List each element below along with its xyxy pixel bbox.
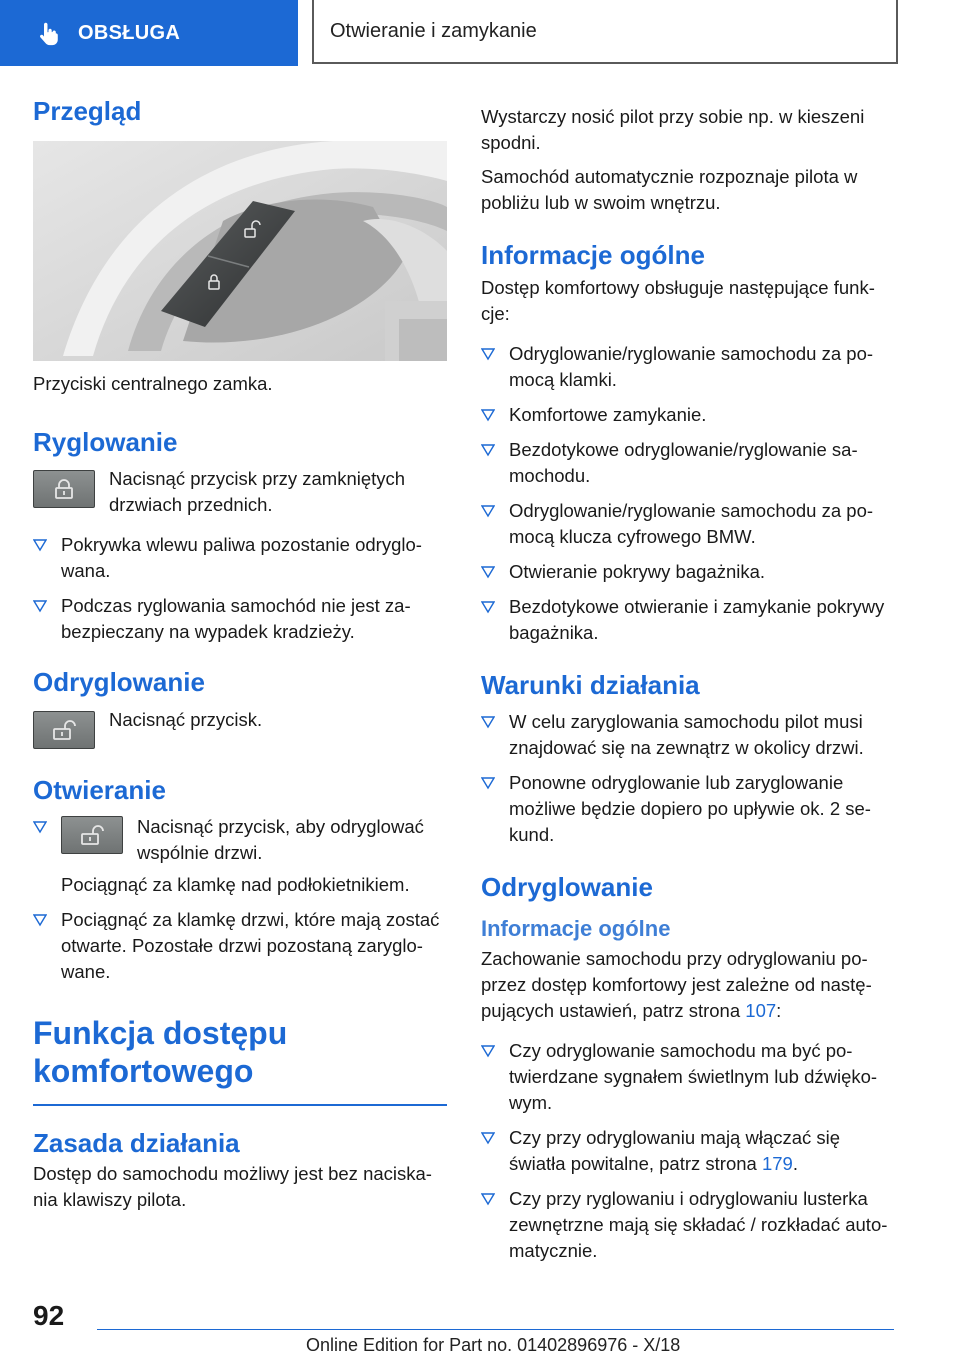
unlocking-settings-text: Zachowanie samochodu przy odryglowaniu po-przez dostęp komfortowy jest zależne od nastę-pujących ustawień, patrz strona 107: [481, 947, 872, 1021]
opening-step-text: Nacisnąć przycisk, aby odryglować wspólnie drzwi. [137, 815, 424, 863]
right-column [481, 104, 896, 1273]
triangle-bullet-icon [481, 443, 495, 457]
list-item: Komfortowe zamykanie. [481, 402, 896, 428]
hand-pointer-icon [36, 20, 62, 46]
triangle-bullet-icon [481, 1131, 495, 1145]
list-item: Ponowne odryglowanie lub zaryglowanie możliwe będzie dopiero po upływie ok. 2 se-kund. [481, 770, 896, 848]
unlocking-instruction [33, 707, 447, 749]
triangle-bullet-icon [481, 565, 495, 579]
triangle-bullet-icon [33, 599, 47, 613]
list-item: W celu zaryglowania samochodu pilot musi znajdować się na zewnątrz w okolicy drzwi. [481, 709, 896, 761]
opening-heading: Otwieranie [33, 774, 166, 805]
list-item: Podczas ryglowania samochód nie jest za-bezpieczany na wypadek kradzieży. [33, 593, 447, 645]
triangle-bullet-icon [481, 776, 495, 790]
page-header [0, 0, 960, 66]
features-list [481, 341, 896, 646]
chapter-title: Otwieranie i zamykanie [330, 19, 537, 42]
principle-text: Dostęp do samochodu możliwy jest bez naciska-nia klawiszy pilota. [33, 1163, 432, 1211]
conditions-list [481, 709, 896, 848]
left-column [33, 96, 447, 1221]
principle-heading: Zasada działania [33, 1128, 240, 1159]
triangle-bullet-icon [33, 820, 47, 834]
triangle-bullet-icon [481, 715, 495, 729]
lock-open-icon [52, 720, 76, 740]
unlocking-heading: Odryglowanie [33, 667, 205, 698]
unlocking-heading-right: Odryglowanie [481, 872, 653, 903]
unlocking-subheading: Informacje ogólne [481, 915, 671, 941]
lock-closed-icon [53, 479, 75, 499]
section-label: OBSŁUGA [78, 21, 181, 44]
list-item: Odryglowanie/ryglowanie samochodu za po-mocą klucza cyfrowego BMW. [481, 498, 896, 550]
general-info-heading: Informacje ogólne [481, 240, 705, 270]
conditions-heading: Warunki działania [481, 670, 700, 701]
paragraph: Samochód automatycznie rozpoznaje pilota w pobliżu lub w swoim wnętrzu. [481, 166, 858, 213]
triangle-bullet-icon [33, 538, 47, 552]
list-item: Bezdotykowe otwieranie i zamykanie pokrywy bagażnika. [481, 594, 896, 646]
locking-text: Nacisnąć przycisk przy zamkniętych drzwiach przednich. [109, 468, 406, 516]
unlock-button-image [33, 711, 95, 749]
section-tab[interactable] [0, 0, 298, 66]
triangle-bullet-icon [481, 1192, 495, 1206]
footer-divider [97, 1329, 894, 1330]
locking-instruction [33, 466, 447, 518]
list-item: Czy przy ryglowaniu i odryglowaniu lusterka zewnętrzne mają się składać / rozkładać auto-matycznie. [481, 1186, 896, 1264]
photo-caption: Przyciski centralnego zamka. [33, 373, 273, 395]
list-item: Odryglowanie/ryglowanie samochodu za po-mocą klamki. [481, 341, 896, 393]
list-item: Czy odryglowanie samochodu ma być po-twierdzane sygnałem świetlnym lub dźwięko-wym. [481, 1038, 896, 1116]
list-item: Pokrywka wlewu paliwa pozostanie odryglo-wana. [33, 532, 447, 584]
comfort-access-heading: Funkcja dostępu komfortowego [33, 1014, 288, 1089]
list-item: Otwieranie pokrywy bagażnika. [481, 559, 896, 585]
page-link-179[interactable]: 179 [761, 1152, 793, 1174]
triangle-bullet-icon [481, 347, 495, 361]
paragraph: Wystarczy nosić pilot przy sobie np. w kieszeni spodni. [481, 106, 865, 153]
triangle-bullet-icon [33, 913, 47, 927]
triangle-bullet-icon [481, 504, 495, 518]
general-info-text: Dostęp komfortowy obsługuje następujące funk-cje: [481, 277, 875, 325]
heading-divider [33, 1104, 447, 1106]
opening-bullets [33, 814, 447, 985]
locking-heading: Ryglowanie [33, 427, 178, 458]
unlocking-text: Nacisnąć przycisk. [109, 708, 263, 730]
triangle-bullet-icon [481, 408, 495, 422]
list-item: Czy przy odryglowaniu mają włączać się światła powitalne, patrz strona 179. [481, 1125, 896, 1177]
page-number: 92 [33, 1300, 65, 1331]
triangle-bullet-icon [481, 1044, 495, 1058]
unlocking-settings-list [481, 1038, 896, 1264]
chapter-tab[interactable] [312, 0, 898, 64]
triangle-bullet-icon [481, 600, 495, 614]
lock-open-icon [80, 825, 104, 845]
lock-button-image [33, 470, 95, 508]
locking-bullets [33, 532, 447, 645]
edition-footer: Online Edition for Part no. 01402896976 - X/18 [306, 1335, 681, 1355]
opening-step-continued: Pociągnąć za klamkę nad podłokietnikiem. [61, 873, 410, 895]
door-handle-photo [33, 141, 447, 361]
unlock-button-image [61, 816, 123, 854]
overview-heading: Przegląd [33, 96, 142, 126]
list-item: Bezdotykowe odryglowanie/ryglowanie sa-mochodu. [481, 437, 896, 489]
list-item: Pociągnąć za klamkę drzwi, które mają zostać otwarte. Pozostałe drzwi pozostaną zaryglo-wane. [33, 907, 447, 985]
list-item [33, 814, 447, 898]
page-link-107[interactable]: 107 [745, 999, 777, 1021]
